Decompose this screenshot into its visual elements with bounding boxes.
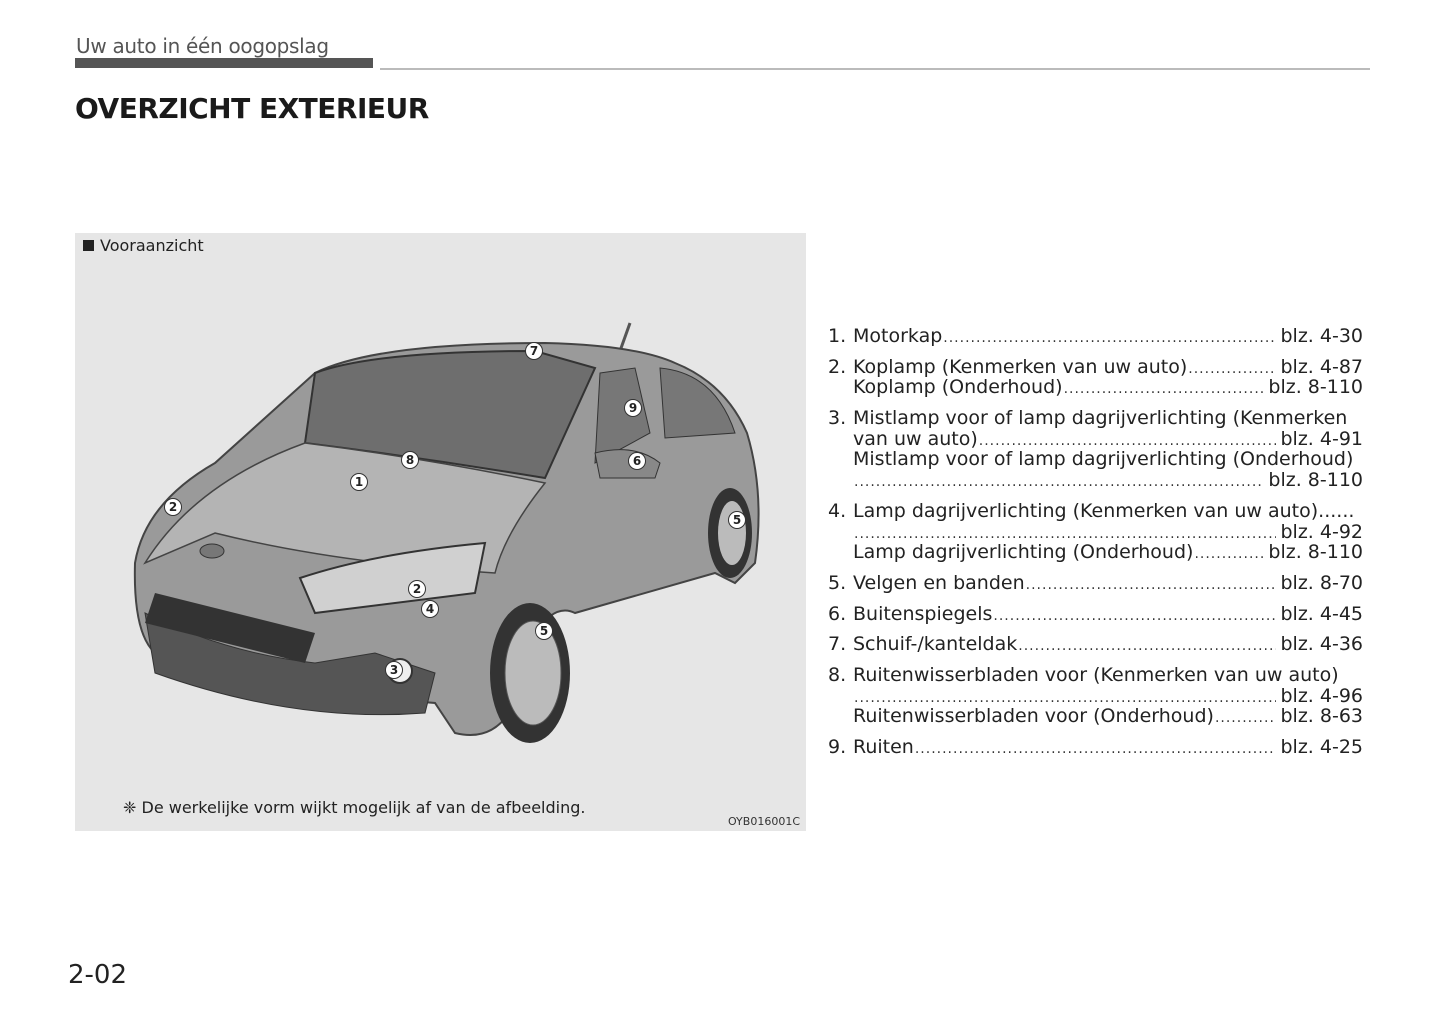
page-reference: blz. 8-110: [1268, 376, 1363, 399]
item-text: Mistlamp voor of lamp dagrijverlichting (Onderhoud): [853, 448, 1354, 471]
list-item: [828, 408, 1363, 491]
item-text: Mistlamp voor of lamp dagrijverlichting (Kenmerken: [853, 407, 1348, 430]
item-number: 1.: [828, 325, 847, 347]
page-reference: blz. 4-45: [1280, 602, 1363, 625]
item-text: Buitenspiegels: [853, 602, 993, 625]
item-text: van uw auto): [853, 427, 978, 450]
list-line: [828, 470, 1363, 491]
dot-leader: [854, 472, 1264, 493]
item-text: Koplamp (Onderhoud): [853, 376, 1063, 399]
figure-note: ❈ De werkelijke vorm wijkt mogelijk af van de afbeelding.: [123, 798, 586, 817]
list-line: [828, 377, 1363, 398]
page-reference: blz. 4-91: [1280, 427, 1363, 450]
callout-6: 6: [628, 452, 646, 470]
figure-label: Vooraanzicht: [83, 236, 204, 255]
dot-leader: [993, 606, 1276, 627]
list-line: [828, 686, 1363, 707]
figure-code: OYB016001C: [728, 815, 800, 828]
page-reference: blz. 8-110: [1268, 469, 1363, 492]
page-reference: blz. 8-63: [1280, 705, 1363, 728]
item-text: Lamp dagrijverlichting (Kenmerken van uw auto)......: [853, 499, 1355, 522]
list-line: [828, 449, 1363, 470]
item-text: Velgen en banden: [853, 571, 1025, 594]
callout-7: 7: [525, 342, 543, 360]
item-text: Ruitenwisserbladen voor (Kenmerken van uw auto): [853, 663, 1339, 686]
item-text: Lamp dagrijverlichting (Onderhoud): [853, 541, 1194, 564]
dot-leader: [915, 739, 1277, 760]
callout-4: 4: [421, 600, 439, 618]
page-reference: blz. 8-110: [1268, 541, 1363, 564]
list-line: [828, 408, 1363, 429]
dot-leader: [1018, 636, 1276, 657]
item-number: 6.: [828, 602, 847, 625]
list-line: [828, 326, 1363, 347]
page-title: OVERZICHT EXTERIEUR: [75, 92, 429, 125]
list-item: [828, 326, 1363, 347]
item-number: 7.: [828, 633, 847, 656]
header-rule: [380, 68, 1370, 70]
item-number: 3.: [828, 407, 847, 430]
list-line: [828, 357, 1363, 378]
page-reference: blz. 4-92: [1280, 520, 1363, 543]
page-reference: blz. 4-87: [1280, 355, 1363, 378]
list-line: [828, 604, 1363, 625]
list-item: [828, 501, 1363, 563]
callout-5: 5: [728, 511, 746, 529]
callout-8: 8: [401, 451, 419, 469]
car-front-figure: [75, 233, 806, 831]
dot-leader: [1215, 708, 1277, 729]
item-text: Motorkap: [853, 325, 943, 347]
item-text: Koplamp (Kenmerken van uw auto): [853, 355, 1188, 378]
page-reference: blz. 4-30: [1280, 325, 1363, 347]
callout-5: 5: [535, 622, 553, 640]
page-reference: blz. 4-36: [1280, 633, 1363, 656]
page-reference: blz. 4-96: [1280, 684, 1363, 707]
list-line: [828, 665, 1363, 686]
list-line: [828, 501, 1363, 522]
dot-leader: [1064, 379, 1265, 400]
list-line: [828, 573, 1363, 594]
car-illustration: [75, 233, 806, 831]
callout-3: 3: [385, 661, 403, 679]
list-item: [828, 604, 1363, 625]
square-bullet-icon: [83, 240, 94, 251]
item-number: 4.: [828, 499, 847, 522]
dot-leader: [1026, 575, 1277, 596]
dot-leader: [1194, 544, 1264, 565]
component-list: [828, 326, 1363, 768]
list-line: [828, 634, 1363, 655]
section-title: Uw auto in één oogopslag: [76, 34, 329, 58]
callout-1: 1: [350, 473, 368, 491]
item-number: 9.: [828, 736, 847, 758]
list-item: [828, 737, 1363, 758]
callout-9: 9: [624, 399, 642, 417]
list-item: [828, 665, 1363, 727]
list-line: [828, 429, 1363, 450]
item-number: 5.: [828, 571, 847, 594]
page-number: 2-02: [68, 960, 128, 990]
list-item: [828, 357, 1363, 398]
dot-leader: [1188, 359, 1276, 380]
callout-2: 2: [164, 498, 182, 516]
item-text: Ruitenwisserbladen voor (Onderhoud): [853, 705, 1214, 728]
list-item: [828, 634, 1363, 655]
item-text: Ruiten: [853, 736, 914, 758]
item-number: 2.: [828, 355, 847, 378]
dot-leader: [943, 328, 1276, 349]
list-item: [828, 573, 1363, 594]
list-line: [828, 542, 1363, 563]
item-text: Schuif-/kanteldak: [853, 633, 1018, 656]
section-bar: [75, 58, 373, 68]
item-number: 8.: [828, 663, 847, 686]
list-line: [828, 522, 1363, 543]
page-reference: blz. 4-25: [1280, 736, 1363, 758]
page-reference: blz. 8-70: [1280, 571, 1363, 594]
list-line: [828, 706, 1363, 727]
list-line: [828, 737, 1363, 758]
callout-2: 2: [408, 580, 426, 598]
